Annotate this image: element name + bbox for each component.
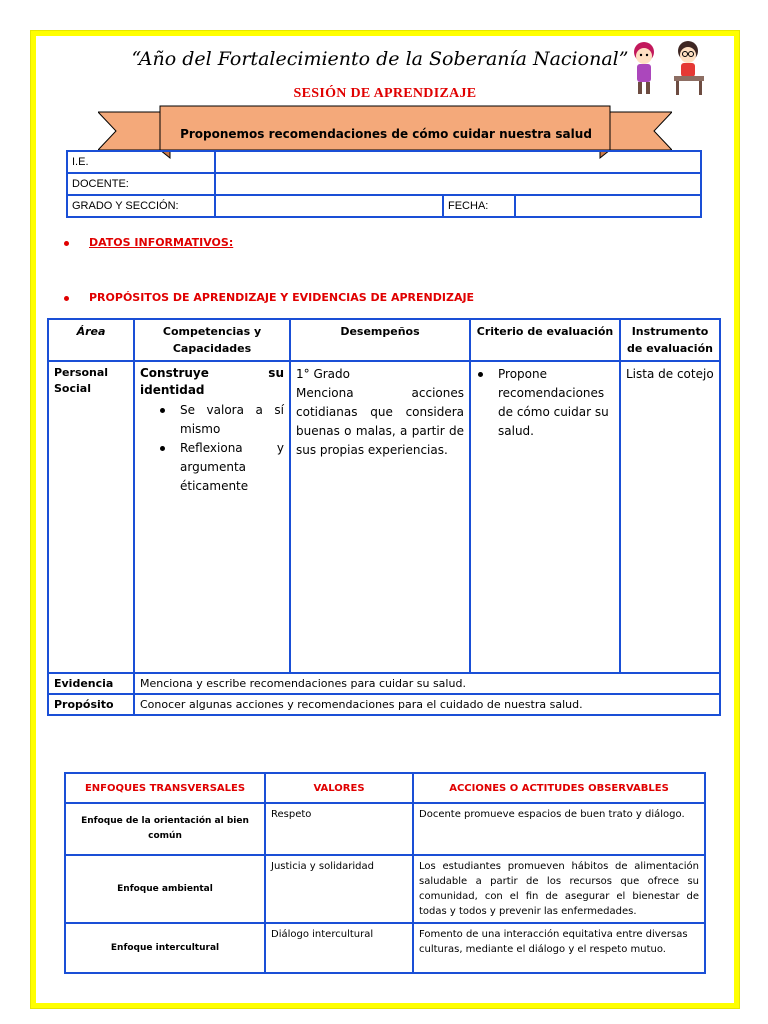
evidencia-text: Menciona y escribe recomendaciones para cuidar su salud. (134, 673, 720, 694)
desempeno-text: Menciona acciones cotidianas que considera buenas o malas, a partir de sus propias experiencias. (296, 386, 464, 457)
competencias-cell (134, 361, 290, 673)
header-competencias: Competencias y Capacidades (134, 319, 290, 361)
bullet-icon (64, 296, 69, 301)
criterio-cell (470, 361, 620, 673)
criterio-list (476, 365, 614, 441)
year-title: “Año del Fortalecimiento de la Soberanía Nacional” (131, 48, 629, 70)
area-cell: Personal Social (48, 361, 134, 673)
ie-value[interactable] (215, 151, 701, 173)
grado-text: 1° Grado (296, 367, 350, 381)
info-table (66, 150, 702, 218)
enfoque-accion: Docente promueve espacios de buen trato y diálogo. (413, 803, 705, 855)
competencia-title-cont: identidad (140, 383, 205, 397)
header-enfoques: ENFOQUES TRANSVERSALES (65, 773, 265, 803)
grado-value[interactable] (215, 195, 443, 217)
competencia-title: Construye su (140, 366, 284, 380)
enfoque-valor: Diálogo intercultural (265, 923, 413, 973)
enfoque-row (65, 923, 705, 973)
grado-row (67, 195, 701, 217)
enfoques-header-row (65, 773, 705, 803)
proposito-text: Conocer algunas acciones y recomendaciones para el cuidado de nuestra salud. (134, 694, 720, 715)
enfoque-valor: Respeto (265, 803, 413, 855)
enfoque-row (65, 803, 705, 855)
ie-row (67, 151, 701, 173)
capacidad-item: Reflexiona y argumenta éticamente (158, 439, 284, 496)
fecha-label: FECHA: (443, 195, 515, 217)
proposito-row (48, 694, 720, 715)
grado-label: GRADO Y SECCIÓN: (67, 195, 215, 217)
docente-row (67, 173, 701, 195)
propositos-content-row (48, 361, 720, 673)
ie-label: I.E. (67, 151, 215, 173)
enfoque-accion: Los estudiantes promueven hábitos de alimentación saludable a partir de los recursos que ofrece su comunidad, con el fin de asegurar el bienestar de todas y todos y prevenir las enfermedades. (413, 855, 705, 923)
capacidad-item: Se valora a sí mismo (158, 401, 284, 439)
fecha-value[interactable] (515, 195, 701, 217)
evidencia-label: Evidencia (48, 673, 134, 694)
instrumento-cell (620, 361, 720, 673)
kids-illustration-icon (622, 38, 714, 98)
header-criterio: Criterio de evaluación (470, 319, 620, 361)
docente-value[interactable] (215, 173, 701, 195)
propositos-table (47, 318, 721, 716)
bullet-icon (64, 241, 69, 246)
header-area: Área (48, 319, 134, 361)
enfoque-valor: Justicia y solidaridad (265, 855, 413, 923)
enfoque-name: Enfoque intercultural (65, 923, 265, 973)
propositos-heading: PROPÓSITOS DE APRENDIZAJE Y EVIDENCIAS DE APRENDIZAJE (64, 291, 474, 304)
enfoque-accion: Fomento de una interacción equitativa entre diversas culturas, mediante el diálogo y el respeto mutuo. (413, 923, 705, 973)
desempenos-cell (290, 361, 470, 673)
session-topic: Proponemos recomendaciones de cómo cuidar nuestra salud (180, 127, 592, 141)
instrumento-text: Lista de cotejo (626, 367, 714, 381)
evidencia-row (48, 673, 720, 694)
enfoques-table (64, 772, 706, 974)
header-acciones: ACCIONES O ACTITUDES OBSERVABLES (413, 773, 705, 803)
datos-informativos-heading: DATOS INFORMATIVOS: (64, 236, 233, 249)
propositos-header-row (48, 319, 720, 361)
enfoque-name: Enfoque ambiental (65, 855, 265, 923)
session-title: SESIÓN DE APRENDIZAJE (293, 86, 477, 101)
header-desempenos: Desempeños (290, 319, 470, 361)
capacidades-list (158, 401, 284, 496)
enfoque-name: Enfoque de la orientación al bien común (65, 803, 265, 855)
criterio-item: Propone recomendaciones de cómo cuidar su salud. (476, 365, 614, 441)
header-instrumento: Instrumento de evaluación (620, 319, 720, 361)
docente-label: DOCENTE: (67, 173, 215, 195)
proposito-label: Propósito (48, 694, 134, 715)
header-valores: VALORES (265, 773, 413, 803)
enfoque-row (65, 855, 705, 923)
